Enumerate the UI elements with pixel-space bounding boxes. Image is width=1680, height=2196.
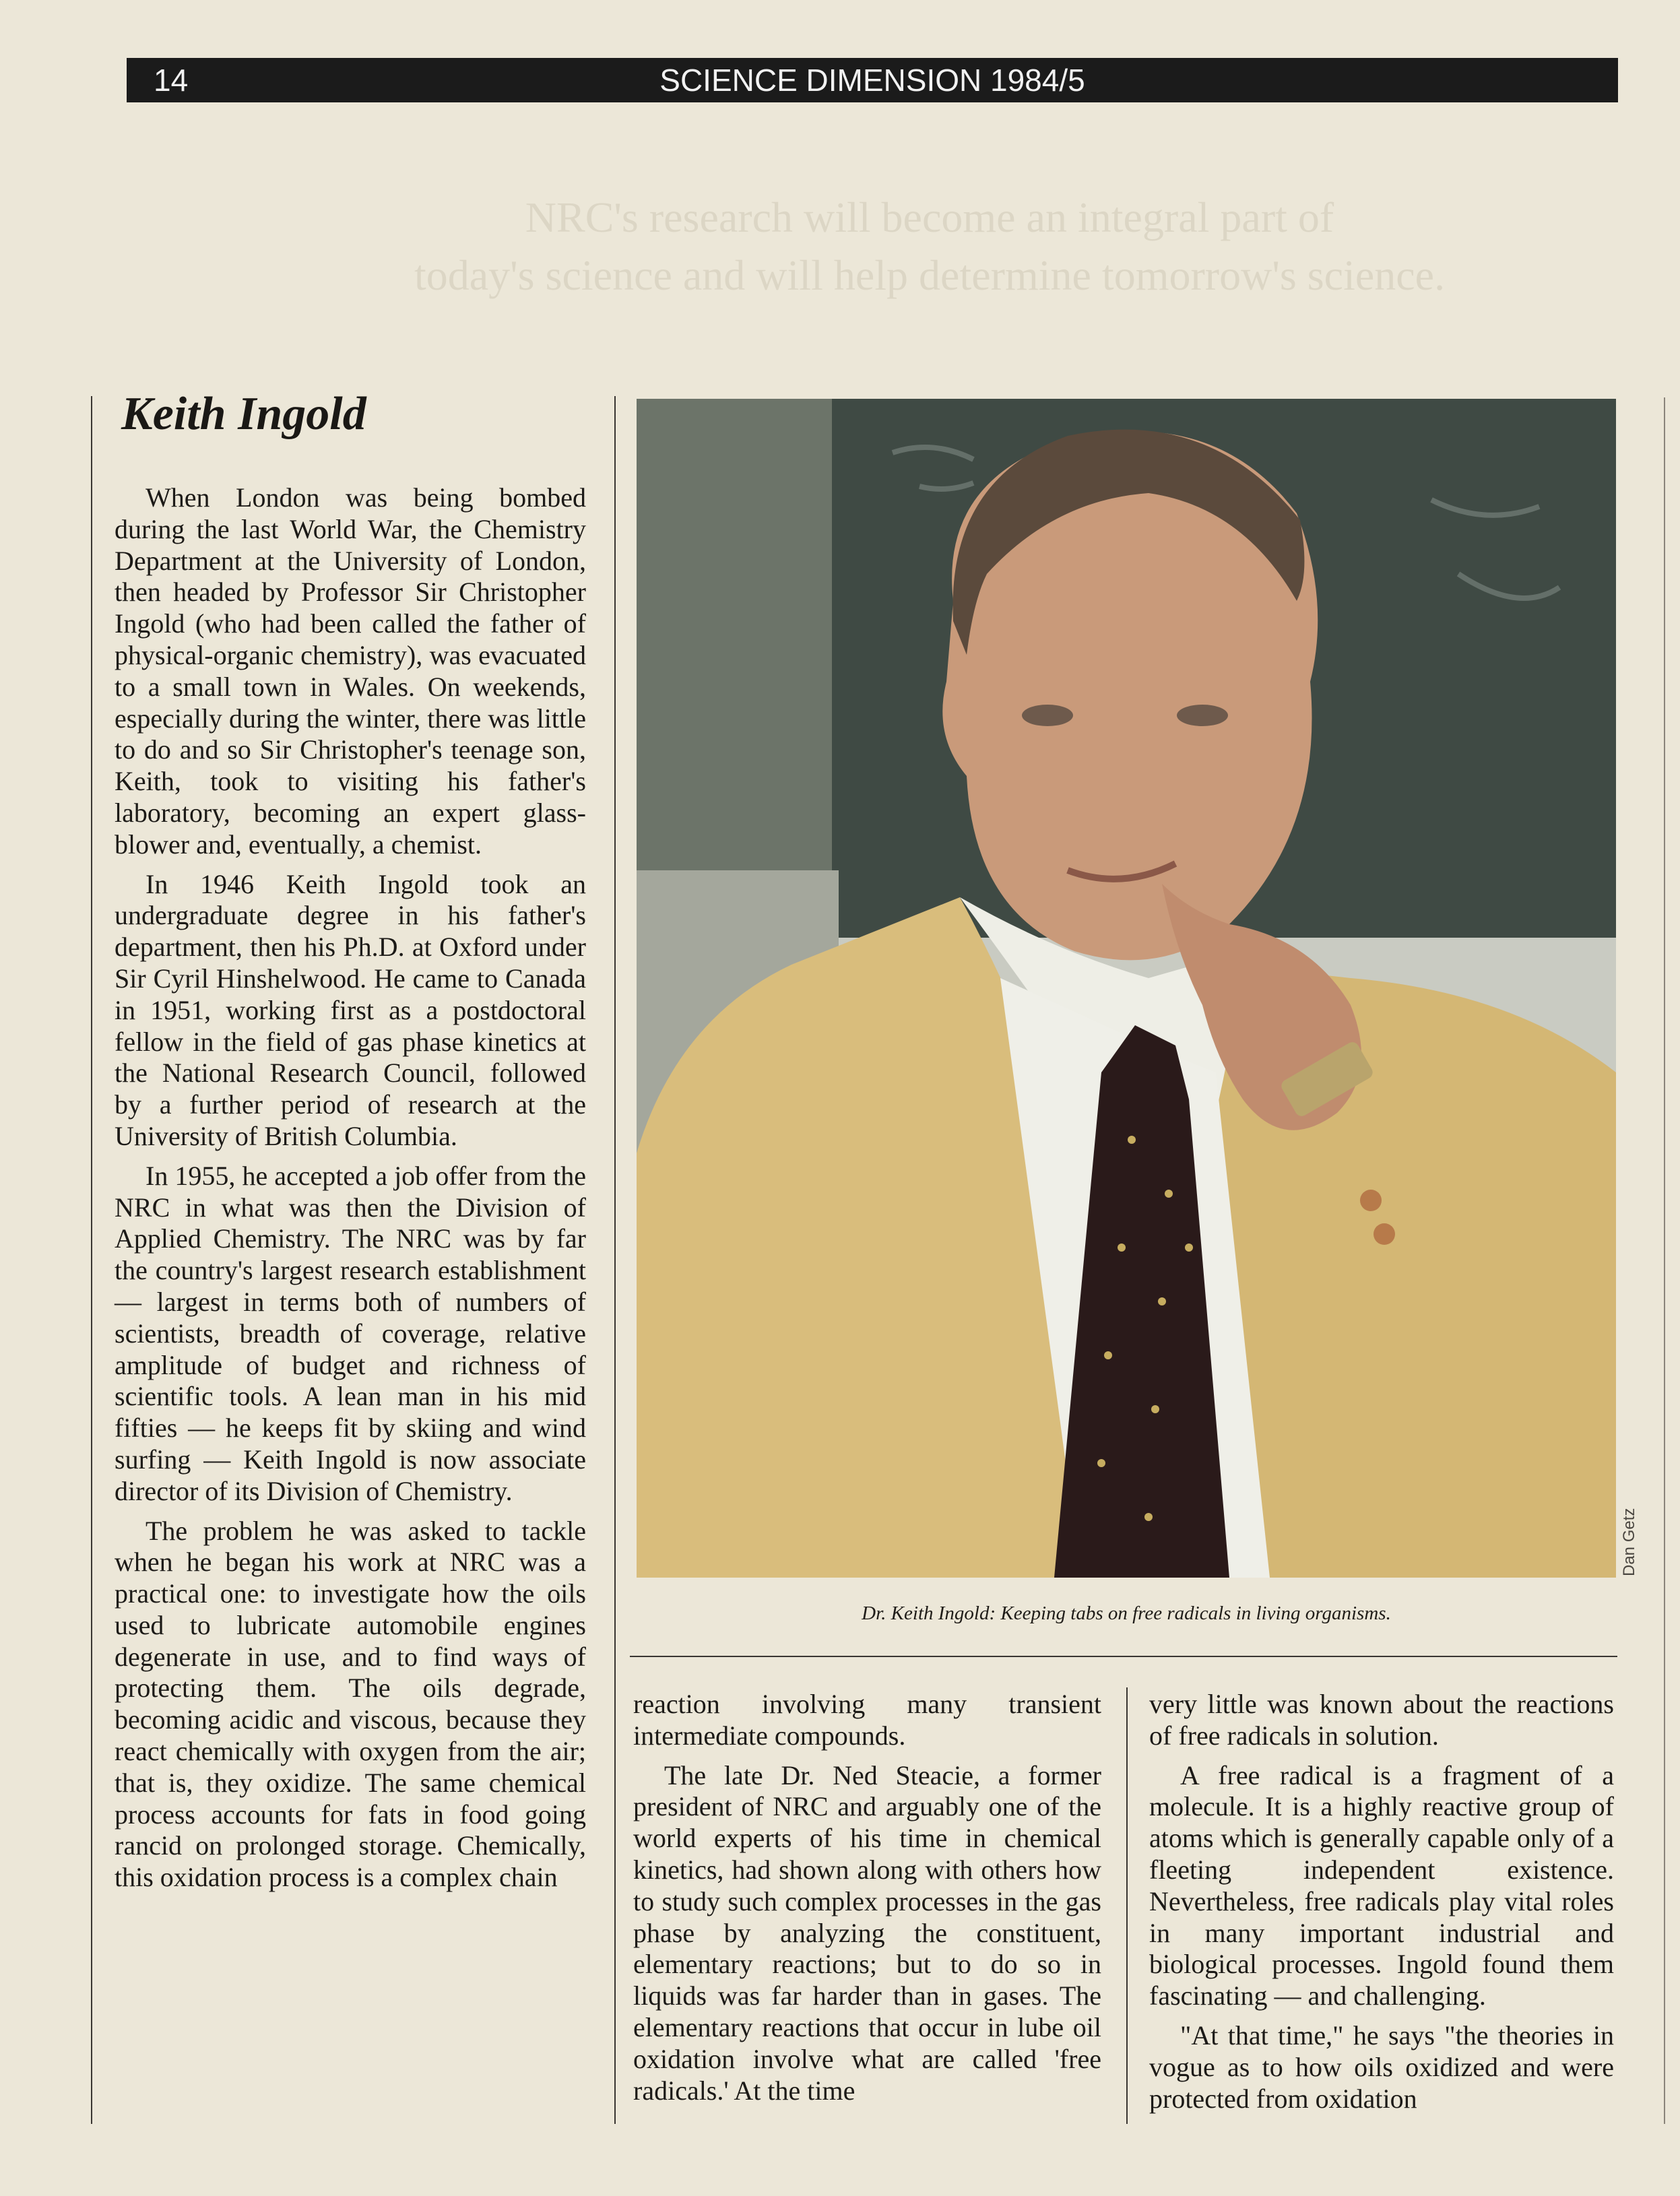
portrait-photo (637, 399, 1616, 1578)
paragraph: In 1946 Keith Ingold took an undergraduate degree in his father's department, then his Ph.D. at Oxford under Sir Cyril Hinshelwood. He came to Canada in 1951, working first as a postdoctoral fellow in the field of gas phase kinetics at the National Research Council, followed by a further period of research at the University of British Columbia. (115, 868, 586, 1151)
journal-title: SCIENCE DIMENSION 1984/5 (659, 63, 1085, 98)
column-divider-2 (1126, 1687, 1128, 2124)
body-column-3 (1149, 1689, 1614, 2123)
left-column-rule (91, 396, 92, 2124)
page-number: 14 (154, 63, 189, 98)
paragraph: reaction involving many transient intermediate compounds. (633, 1689, 1101, 1751)
caption-rule (630, 1656, 1617, 1657)
paragraph: very little was known about the reactions of free radicals in solution. (1149, 1689, 1614, 1751)
paragraph: The problem he was asked to tackle when he began his work at NRC was a practical one: to investigate how the oils used to lubricate automobile engines degenerate in use, and to find ways of protecting them. The oils degrade, becoming acidic and viscous, because they react chemically with oxygen from the air; that is, they oxidize. The same chemical process accounts for fats in food going rancid on prolonged storage. Chemically, this oxidation process is a complex chain (115, 1515, 586, 1893)
paragraph: In 1955, he accepted a job offer from the NRC in what was then the Division of Applied Chemistry. The NRC was by far the country's largest research establishment — largest in terms both of numbers of scientists, breadth of coverage, relative amplitude of budget and richness of scientific tools. A lean man in his mid fifties — he keeps fit by skiing and wind surfing — Keith Ingold is now associate director of its Division of Chemistry. (115, 1160, 586, 1506)
photo-caption: Dr. Keith Ingold: Keeping tabs on free radicals in living organisms. (862, 1603, 1391, 1624)
paragraph: "At that time," he says "the theories in vogue as to how oils oxidized and were protected from oxidation (1149, 2020, 1614, 2114)
paragraph: The late Dr. Ned Steacie, a former president of NRC and arguably one of the world experts of his time in chemical kinetics, had shown along with others how to study such complex processes in the gas phase by analyzing the constituent, elementary reactions; but to do so in liquids was far harder than in gases. The elementary reactions that occur in lube oil oxidation involve what are called 'free radicals.' At the time (633, 1759, 1101, 2106)
photo-credit: Dan Getz (1620, 1508, 1638, 1576)
running-header-bar (127, 58, 1618, 102)
article-title: Keith Ingold (121, 388, 366, 440)
body-column-1 (115, 482, 586, 1902)
paragraph: A free radical is a fragment of a molecule. It is a highly reactive group of atoms which is generally capable only of a fleeting independent existence. Nevertheless, free radicals play vital roles in many important industrial and biological processes. Ingold found them fascinating — and challenging. (1149, 1759, 1614, 2011)
show-through-text: NRC's research will become an integral part of today's science and will help determine tomorrow's science. (414, 193, 1446, 299)
column-divider-1 (614, 396, 616, 2124)
right-edge-rule (1664, 397, 1665, 2124)
body-column-2 (633, 1689, 1101, 2114)
paragraph: When London was being bombed during the last World War, the Chemistry Department at the University of London, then headed by Professor Sir Christopher Ingold (who had been called the father of physical-organic chemistry), was evacuated to a small town in Wales. On weekends, especially during the winter, there was little to do and so Sir Christopher's teenage son, Keith, took to visiting his father's laboratory, becoming an expert glass-blower and, eventually, a chemist. (115, 482, 586, 860)
